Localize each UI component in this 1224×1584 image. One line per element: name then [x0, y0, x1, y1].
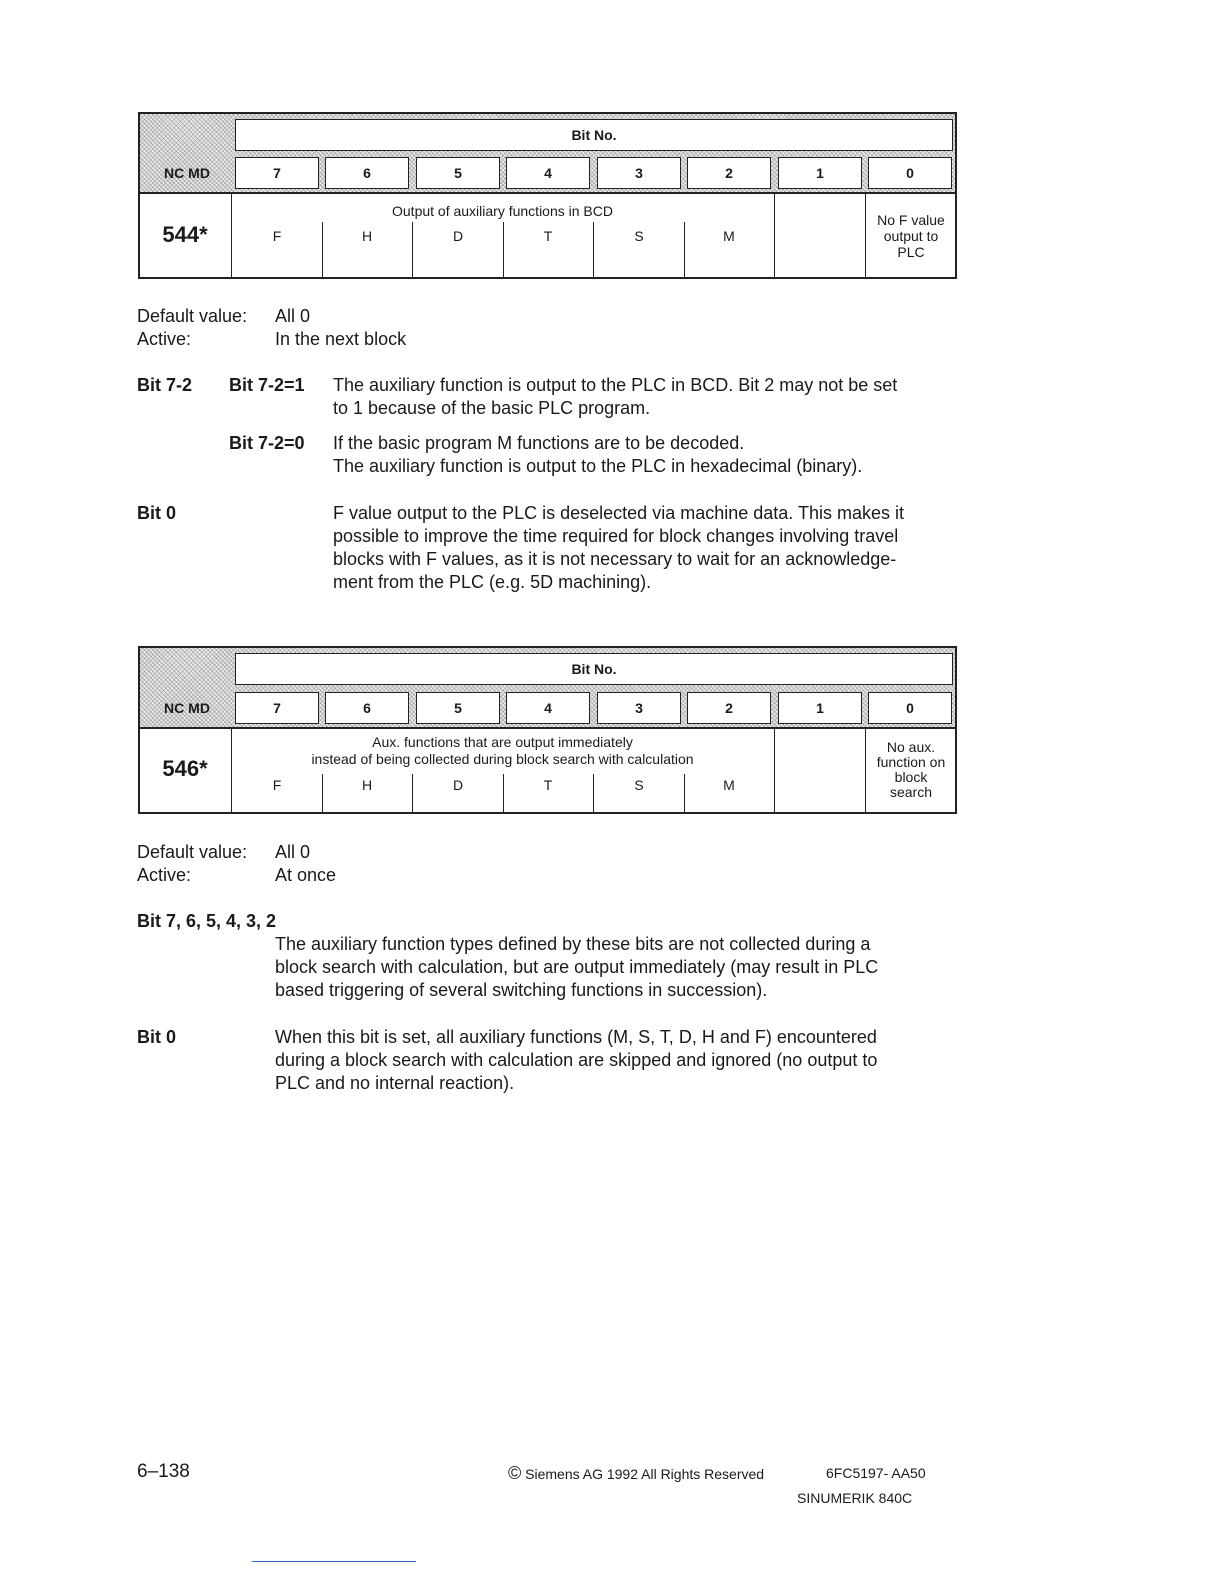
bit-5-header: 5	[416, 692, 500, 724]
bit-4-letter: T	[543, 228, 553, 244]
bit-6-letter: H	[361, 228, 373, 244]
bit-6-header: 6	[325, 692, 409, 724]
bit-4-letter: T	[543, 777, 553, 793]
bit-2-header: 2	[687, 157, 771, 189]
default-value: All 0	[275, 842, 311, 862]
footer-link-underline	[252, 1561, 416, 1562]
bit-4-header: 4	[506, 692, 590, 724]
md-number: 544*	[162, 222, 208, 247]
bit-0-header: 0	[868, 692, 952, 724]
bit-3-letter: S	[634, 777, 644, 793]
bit-no-header: Bit No.	[235, 119, 953, 151]
copyright-symbol: ©	[508, 1463, 522, 1483]
active-value: In the next block	[275, 329, 407, 349]
bit-0-description: No aux. function on block search	[876, 739, 946, 800]
bit-3-letter: S	[634, 228, 644, 244]
copyright-line	[508, 1463, 764, 1484]
bit-2-letter: M	[723, 228, 735, 244]
bit-3-header: 3	[597, 157, 681, 189]
bit-5-letter: D	[452, 777, 464, 793]
bit-6-letter: H	[361, 777, 373, 793]
default-value: All 0	[275, 306, 311, 326]
page-number: 6–138	[137, 1461, 190, 1482]
active-label: Active:	[137, 329, 192, 349]
bit-7-header: 7	[235, 692, 319, 724]
bit-7-2-eq-0-label: Bit 7-2=0	[229, 433, 305, 453]
bit-no-header: Bit No.	[235, 653, 953, 685]
group-title: Output of auxiliary functions in BCD	[392, 203, 613, 219]
bit-0-header: 0	[868, 157, 952, 189]
group-title: Aux. functions that are output immediately instead of being collected during block search with calculation	[311, 734, 694, 767]
bit-7-2-eq-1-text: The auxiliary function is output to the PLC in BCD. Bit 2 may not be set to 1 because of the basic PLC program.	[333, 375, 898, 418]
nc-md-label: NC MD	[164, 165, 210, 181]
bit-1-header: 1	[778, 157, 862, 189]
bits-7-to-2-label: Bit 7, 6, 5, 4, 3, 2	[137, 911, 277, 931]
bit-3-header: 3	[597, 692, 681, 724]
active-label: Active:	[137, 865, 192, 885]
bit-7-2-label: Bit 7-2	[137, 375, 193, 395]
md-544-bit-table	[138, 112, 957, 279]
bit-0-text: F value output to the PLC is deselected via machine data. This makes it possible to improve the time required for block changes involving travel blocks with F values, as it is not necessary to wait for an acknowledge- ment from the PLC (e.g. 5D machining).	[333, 503, 904, 592]
bit-2-letter: M	[723, 777, 735, 793]
md-546-bit-table	[138, 646, 957, 814]
copyright-text: Siemens AG 1992 All Rights Reserved	[525, 1466, 765, 1482]
default-value-label: Default value:	[137, 842, 248, 862]
bit-1-header: 1	[778, 692, 862, 724]
bit-7-letter: F	[272, 228, 282, 244]
bit-5-letter: D	[452, 228, 464, 244]
bit-0-description: No F value output to PLC	[877, 212, 945, 260]
nc-md-label: NC MD	[164, 700, 210, 716]
bit-7-letter: F	[272, 777, 282, 793]
bit-0-label: Bit 0	[137, 1027, 177, 1047]
bit-0-label: Bit 0	[137, 503, 177, 523]
md-number: 546*	[162, 756, 208, 781]
default-value-label: Default value:	[137, 306, 248, 326]
bit-0-text: When this bit is set, all auxiliary functions (M, S, T, D, H and F) encountered during a block search with calculation are skipped and ignored (no output to PLC and no internal reaction).	[275, 1027, 878, 1093]
product-name: SINUMERIK 840C	[797, 1490, 913, 1506]
order-number: 6FC5197- AA50	[826, 1465, 926, 1481]
bit-6-header: 6	[325, 157, 409, 189]
active-value: At once	[275, 865, 337, 885]
bit-7-header: 7	[235, 157, 319, 189]
bit-7-2-eq-1-label: Bit 7-2=1	[229, 375, 305, 395]
bits-7-to-2-text: The auxiliary function types defined by these bits are not collected during a block search with calculation, but are output immediately (may result in PLC based triggering of several switching functions in succession).	[275, 934, 879, 1000]
bit-4-header: 4	[506, 157, 590, 189]
bit-7-2-eq-0-text: If the basic program M functions are to be decoded. The auxiliary function is output to the PLC in hexadecimal (binary).	[333, 433, 863, 476]
bit-5-header: 5	[416, 157, 500, 189]
bit-2-header: 2	[687, 692, 771, 724]
